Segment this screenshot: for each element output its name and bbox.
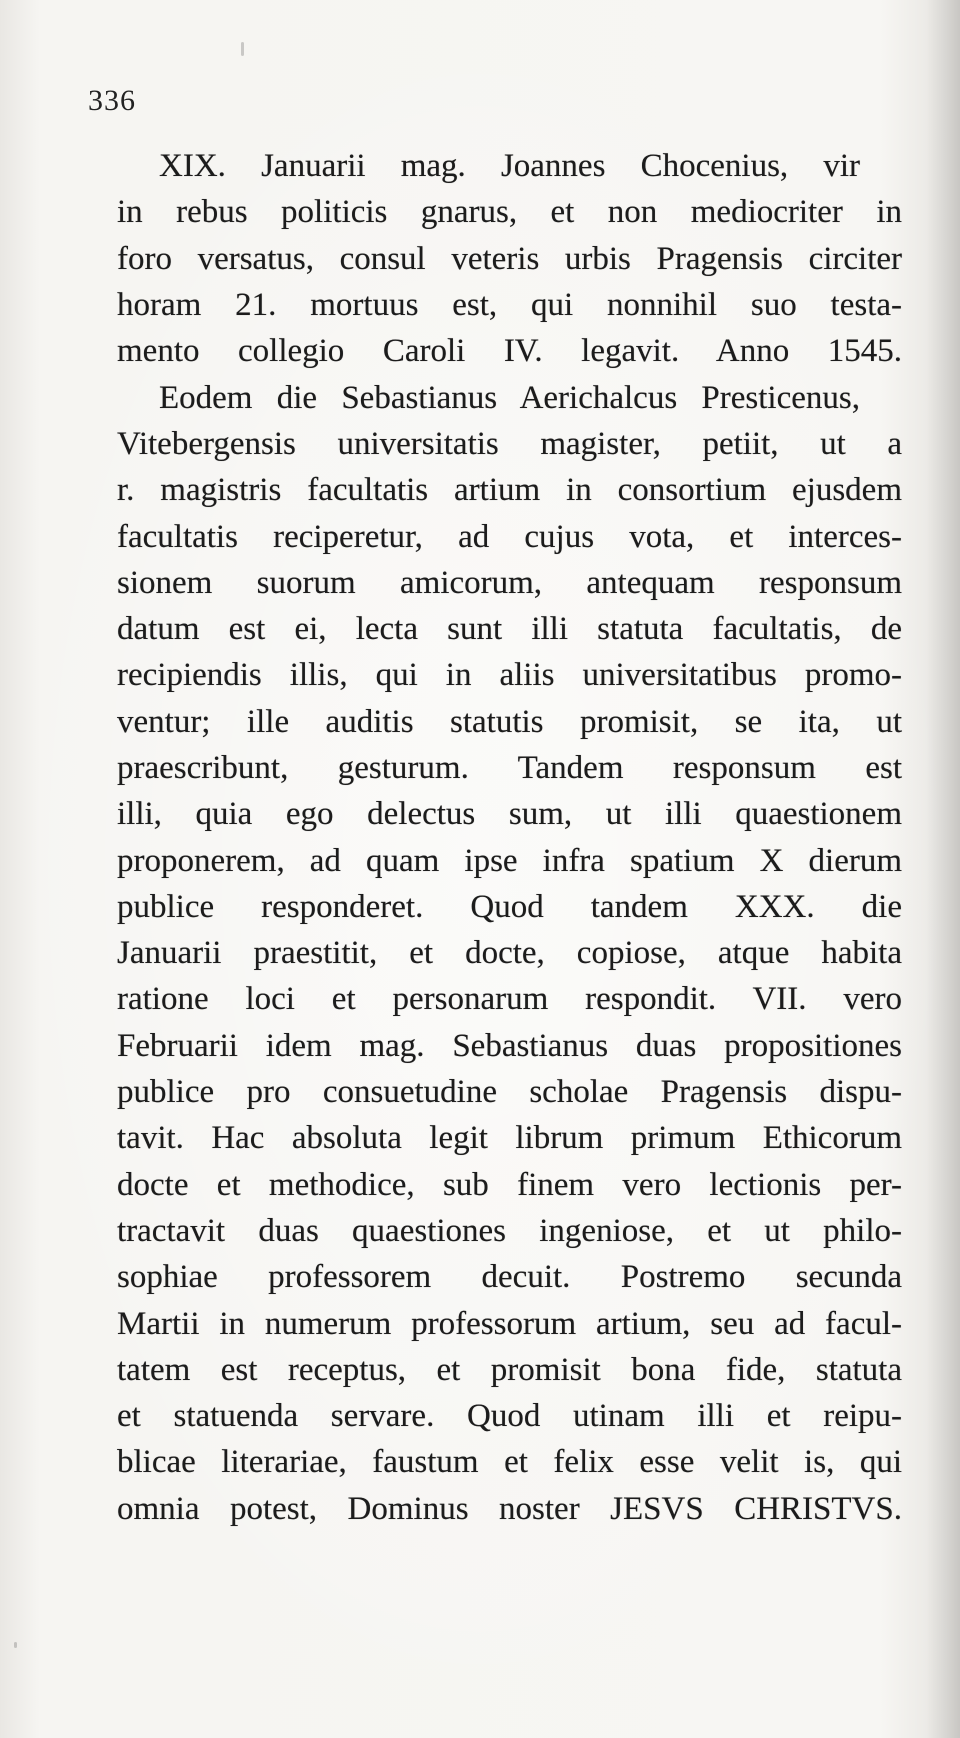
line-text: proponerem, ad quam ipse infra spatium X dierum: [117, 842, 902, 879]
line-text: blicae literariae, faustum et felix esse velit is, qui: [117, 1444, 902, 1481]
text-line: [117, 282, 902, 328]
text-line: [117, 513, 902, 559]
line-text: XIX. Januarii mag. Joannes Chocenius, vir: [159, 148, 860, 185]
text-line: [117, 328, 902, 374]
line-text: et statuenda servare. Quod utinam illi et reipu-: [117, 1398, 902, 1435]
line-text: Januarii praestitit, et docte, copiose, atque habita: [117, 935, 902, 972]
text-line: [117, 560, 902, 606]
page-number: 336: [88, 84, 136, 117]
text-line: [117, 976, 902, 1022]
text-line: [117, 1347, 902, 1393]
line-text: Vitebergensis universitatis magister, petiit, ut a: [117, 425, 902, 462]
text-line: [117, 699, 902, 745]
text-line: [117, 1162, 902, 1208]
text-line: [117, 1115, 902, 1161]
text-line: [117, 236, 902, 282]
text-line: [117, 374, 902, 420]
line-text: mento collegio Caroli IV. legavit. Anno 1545.: [117, 333, 902, 370]
line-text: foro versatus, consul veteris urbis Pragensis circiter: [117, 240, 902, 277]
line-text: tractavit duas quaestiones ingeniose, et ut philo-: [117, 1212, 902, 1249]
line-text: Februarii idem mag. Sebastianus duas propositiones: [117, 1027, 902, 1064]
paper-speck: [14, 1642, 17, 1648]
line-text: facultatis reciperetur, ad cujus vota, et interces-: [117, 518, 902, 555]
text-line: [117, 1393, 902, 1439]
line-text: ratione loci et personarum respondit. VII. vero: [117, 981, 902, 1018]
page-edge-shadow: [926, 0, 960, 1738]
text-line: [117, 421, 902, 467]
line-text: sionem suorum amicorum, antequam responsum: [117, 564, 902, 601]
text-line: [117, 143, 902, 189]
line-text: docte et methodice, sub finem vero lectionis per-: [117, 1166, 902, 1203]
line-text: omnia potest, Dominus noster JESVS CHRISTVS.: [117, 1490, 902, 1527]
line-text: tavit. Hac absoluta legit librum primum Ethicorum: [117, 1120, 902, 1157]
line-text: in rebus politicis gnarus, et non mediocriter in: [117, 194, 902, 231]
text-line: [117, 1439, 902, 1485]
line-text: horam 21. mortuus est, qui nonnihil suo testa-: [117, 287, 902, 324]
line-text: tatem est receptus, et promisit bona fide, statuta: [117, 1351, 902, 1388]
line-text: sophiae professorem decuit. Postremo secunda: [117, 1259, 902, 1296]
text-line: [117, 467, 902, 513]
line-text: publice responderet. Quod tandem XXX. die: [117, 888, 902, 925]
text-line: [117, 189, 902, 235]
line-text: Eodem die Sebastianus Aerichalcus Presticenus,: [159, 379, 860, 416]
line-text: Martii in numerum professorum artium, seu ad facul-: [117, 1305, 902, 1342]
text-line: [117, 837, 902, 883]
text-line: [117, 1486, 902, 1532]
body-text: [117, 143, 902, 1532]
line-text: datum est ei, lecta sunt illi statuta facultatis, de: [117, 611, 902, 648]
text-line: [117, 1254, 902, 1300]
text-line: [117, 652, 902, 698]
text-line: [117, 930, 902, 976]
text-line: [117, 1069, 902, 1115]
text-line: [117, 606, 902, 652]
line-text: praescribunt, gesturum. Tandem responsum est: [117, 750, 902, 786]
line-text: recipiendis illis, qui in aliis universitatibus promo-: [117, 657, 902, 694]
text-line: [117, 884, 902, 930]
line-text: illi, quia ego delectus sum, ut illi quaestionem: [117, 796, 902, 833]
text-line: [117, 745, 902, 791]
paper-speck: [241, 42, 244, 56]
line-text: r. magistris facultatis artium in consortium ejusdem: [117, 472, 902, 509]
text-line: [117, 791, 902, 837]
line-text: publice pro consuetudine scholae Pragensis dispu-: [117, 1074, 902, 1111]
text-line: [117, 1023, 902, 1069]
line-text: ventur; ille auditis statutis promisit, se ita, ut: [117, 703, 902, 740]
text-line: [117, 1300, 902, 1346]
text-line: [117, 1208, 902, 1254]
